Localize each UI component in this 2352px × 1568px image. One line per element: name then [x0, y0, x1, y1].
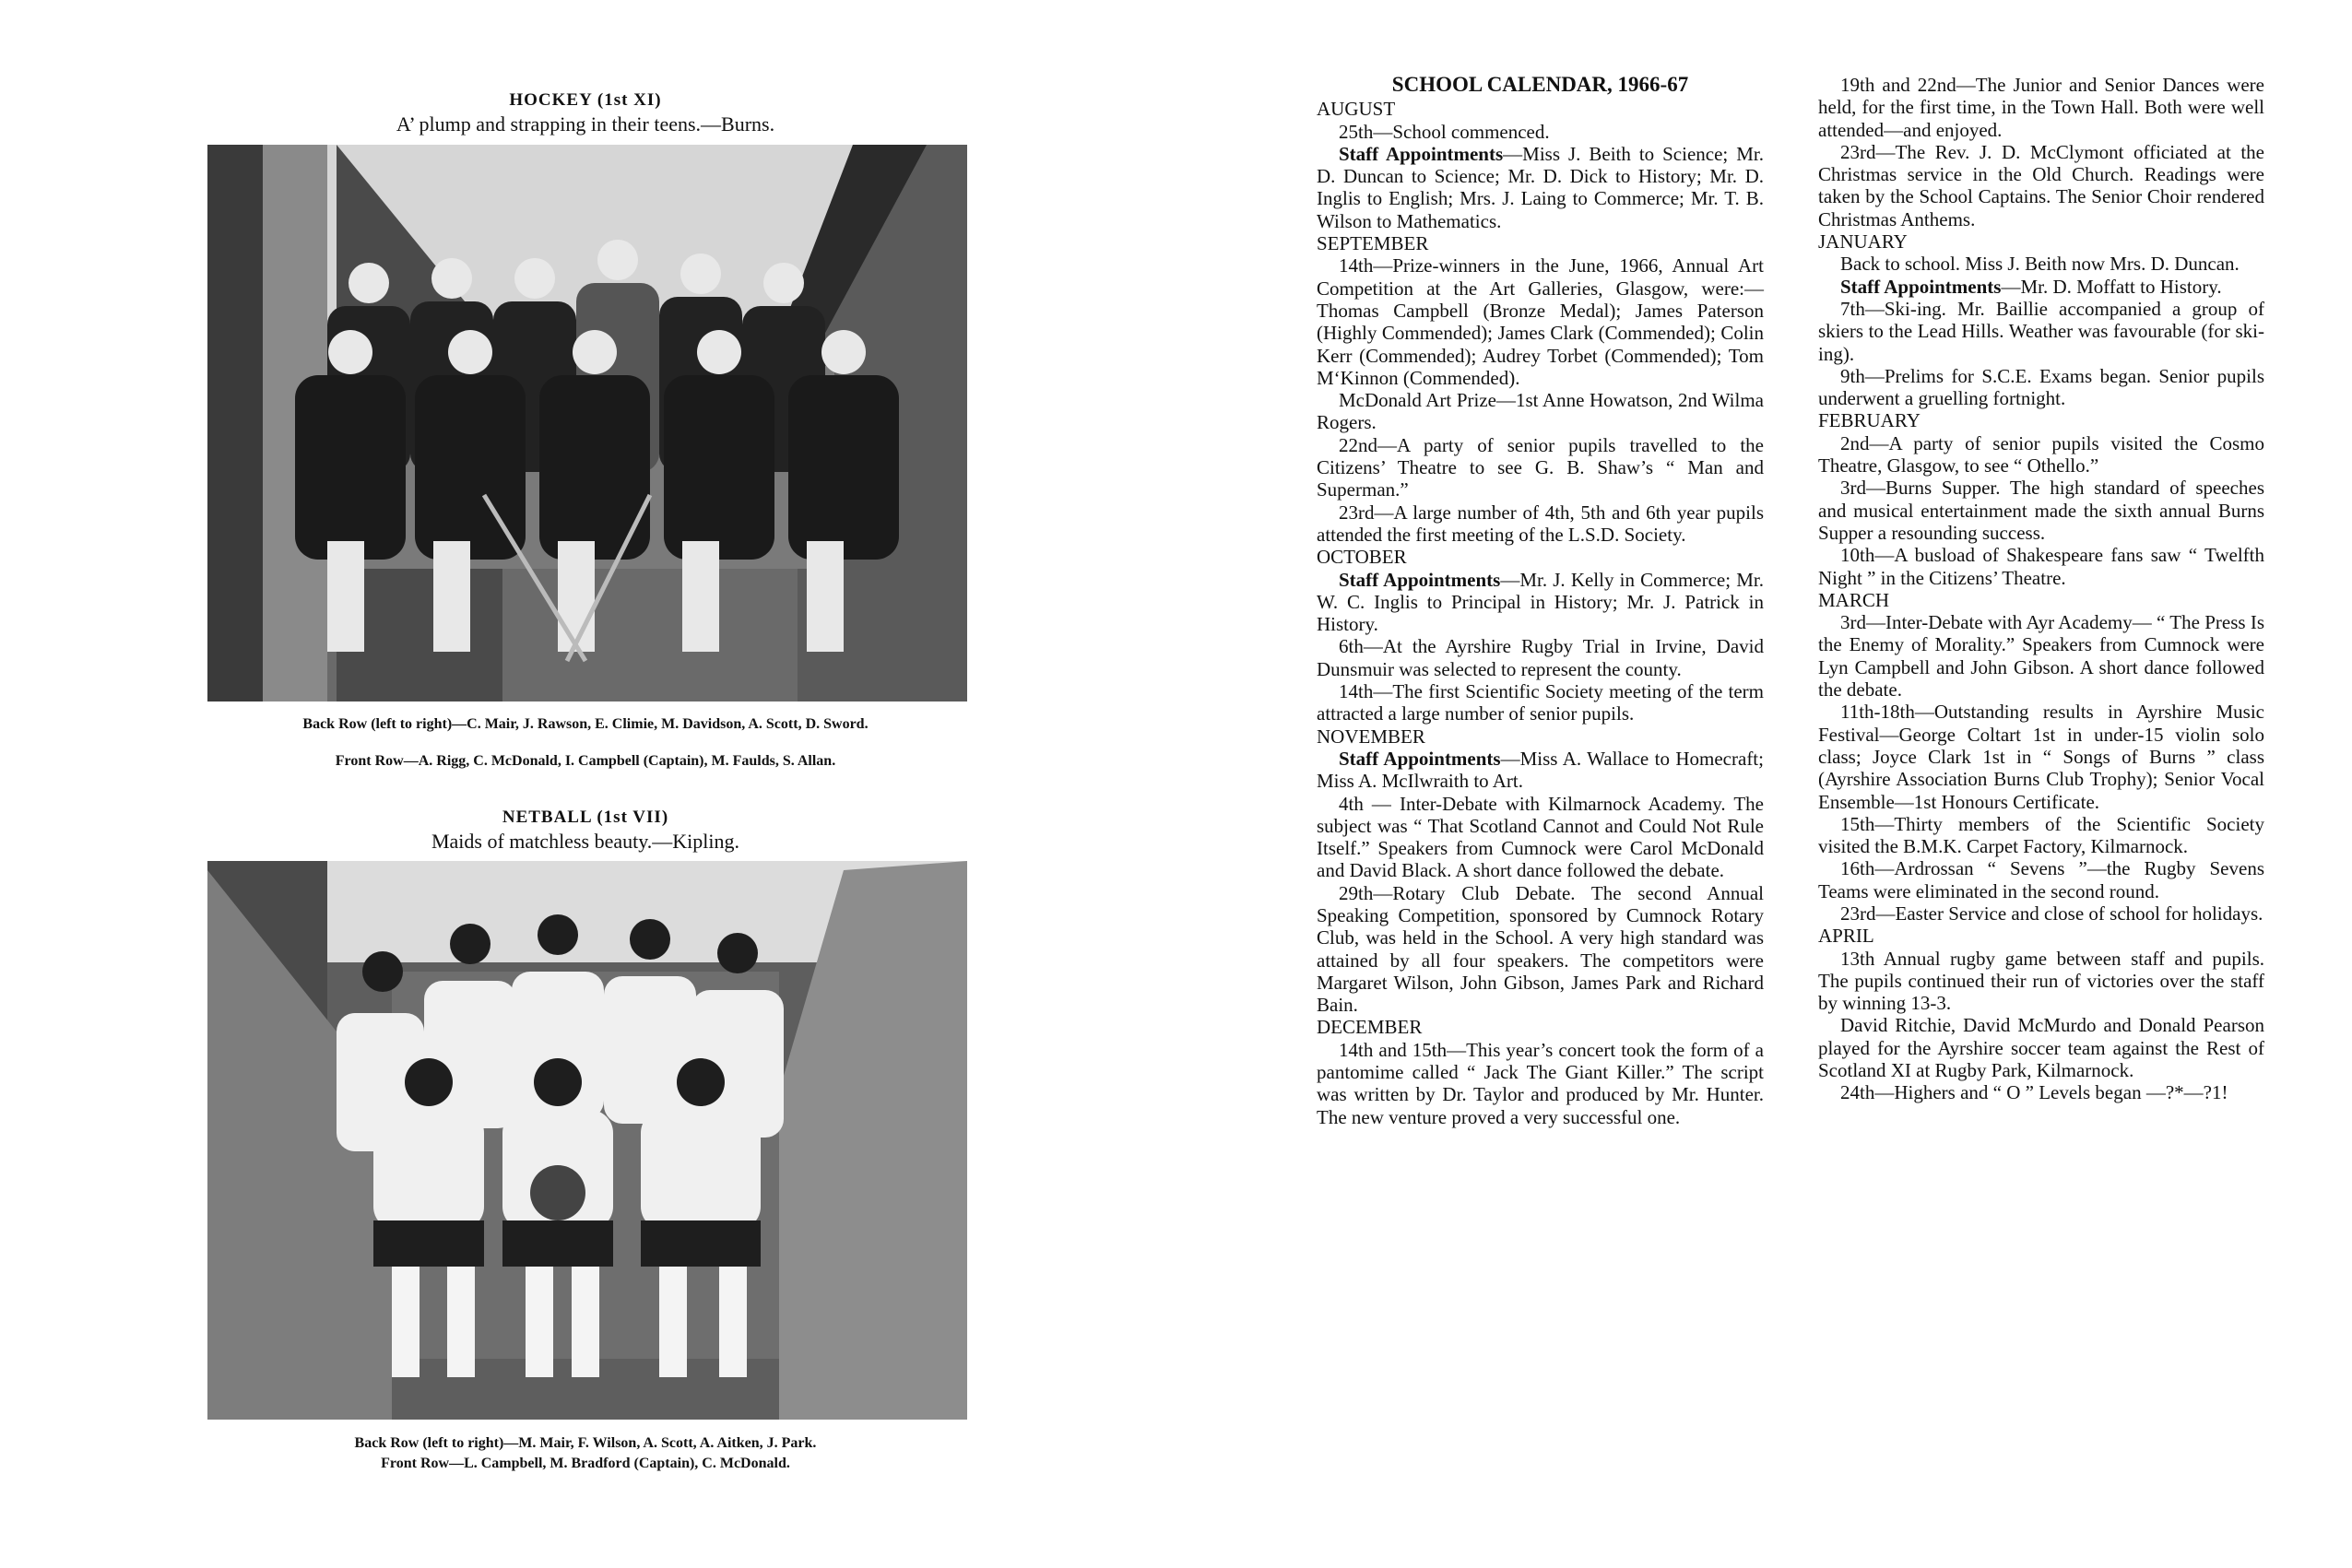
calendar-month-heading: MARCH [1818, 588, 1890, 611]
calendar-entry-text: David Ritchie, David McMurdo and Donald Pearson played for the Ayrshire soccer team against the Rest of Scotland XI at Rugby Park, Kilmarnock. [1818, 1014, 2264, 1082]
netball-quote: Maids of matchless beauty.—Kipling. [431, 830, 740, 853]
calendar-entry-text: Back to school. Miss J. Beith now Mrs. D. Duncan. [1840, 253, 2240, 276]
hockey-team-photo [207, 145, 967, 701]
calendar-entry-text: 3rd—Inter-Debate with Ayr Academy— “ The Press Is the Enemy of Morality.” Speakers from Cumnock were Lyn Campbell and John Gibson. A short dance followed the debate. [1818, 611, 2264, 701]
calendar-entry-text: 7th—Ski-ing. Mr. Baillie accompanied a group of skiers to the Lead Hills. Weather was favourable (for ski-ing). [1818, 297, 2264, 365]
calendar-entry [1317, 680, 1764, 725]
calendar-entry [1317, 882, 1764, 1017]
calendar-entry [1818, 477, 2264, 544]
hockey-caption-back: Back Row (left to right)—C. Mair, J. Rawson, E. Climie, M. Davidson, A. Scott, D. Sword. [302, 716, 869, 732]
calendar-entry [1317, 569, 1764, 636]
calendar-entry [1818, 1014, 2264, 1081]
calendar-month-heading: NOVEMBER [1317, 725, 1425, 748]
calendar-entry-text: 23rd—A large number of 4th, 5th and 6th year pupils attended the first meeting of the L.S.D. Society. [1317, 501, 1764, 546]
calendar-entry-text: 23rd—The Rev. J. D. McClymont officiated at the Christmas service in the Old Church. Readings were taken by the School Captains. The Senior Choir rendered Christmas Anthems. [1818, 140, 2264, 230]
calendar-entry [1818, 813, 2264, 858]
calendar-month-heading: SEPTEMBER [1317, 232, 1429, 255]
calendar-month-heading: OCTOBER [1317, 546, 1407, 569]
calendar-entry [1317, 143, 1764, 232]
calendar-entry-text: 14th and 15th—This year’s concert took the form of a pantomime called “ Jack The Giant Killer.” The script was written by Dr. Taylor and produced by Mr. Hunter. The new venture proved a very successful one. [1317, 1038, 1764, 1128]
calendar-entry-text: 15th—Thirty members of the Scientific Society visited the B.M.K. Carpet Factory, Kilmarnock. [1818, 812, 2264, 858]
hockey-quote: A’ plump and strapping in their teens.—Burns. [396, 112, 775, 136]
calendar-entry [1317, 748, 1764, 793]
right-page [1176, 0, 2352, 1568]
netball-caption-back: Back Row (left to right)—M. Mair, F. Wilson, A. Scott, A. Aitken, J. Park. [354, 1435, 817, 1451]
calendar-entry [1317, 121, 1764, 143]
calendar-entry-text: 25th—School commenced. [1339, 120, 1550, 143]
calendar-entry-text: McDonald Art Prize—1st Anne Howatson, 2nd Wilma Rogers. [1317, 389, 1764, 434]
hockey-heading: HOCKEY (1st XI) [509, 90, 662, 110]
netball-caption-front: Front Row—L. Campbell, M. Bradford (Captain), C. McDonald. [381, 1456, 790, 1471]
calendar-entry [1818, 432, 2264, 477]
calendar-entry-text: 11th-18th—Outstanding results in Ayrshire Music Festival—George Coltart 1st in under-15 violin solo class; Joyce Clark 1st in “ Songs of Burns ” class (Ayrshire Association Burns Club Trophy); Senior Vocal Ensemble—1st Honours Certificate. [1818, 701, 2264, 813]
calendar-entry [1317, 389, 1764, 434]
calendar-entry [1818, 1081, 2264, 1103]
calendar-entry [1818, 701, 2264, 812]
calendar-entry [1818, 253, 2264, 275]
calendar-entry-text: 19th and 22nd—The Junior and Senior Dances were held, for the first time, in the Town Hall. Both were well attended—and enjoyed. [1818, 74, 2264, 141]
calendar-entry-text: 29th—Rotary Club Debate. The second Annual Speaking Competition, sponsored by Cumnock Rotary Club, was held in the School. A very high standard was attained by all four speakers. The competitors were Margaret Wilson, John Gibson, James Park and Richard Bain. [1317, 881, 1764, 1017]
calendar-month-heading: FEBRUARY [1818, 409, 1921, 432]
calendar-entry-text: 16th—Ardrossan “ Sevens ”—the Rugby Sevens Teams were eliminated in the second round. [1818, 857, 2264, 902]
calendar-column-1 [1317, 74, 1764, 1128]
calendar-entry-label: Staff Appointments [1339, 747, 1501, 770]
calendar-entry-text: 22nd—A party of senior pupils travelled to the Citizens’ Theatre to see G. B. Shaw’s “ Man and Superman.” [1317, 433, 1764, 501]
calendar-entry [1317, 501, 1764, 547]
calendar-entry-text: —Miss A. Wallace to Homecraft; Miss A. McIlwraith to Art. [1317, 747, 1764, 793]
calendar-entry-text: 14th—The first Scientific Society meeting of the term attracted a large number of senior pupils. [1317, 680, 1764, 725]
calendar-entry [1818, 902, 2264, 925]
calendar-entry-text: —Mr. D. Moffatt to History. [2001, 275, 2222, 298]
calendar-entry-text: 23rd—Easter Service and close of school for holidays. [1840, 902, 2263, 925]
calendar-entry [1317, 1039, 1764, 1128]
calendar-entry [1818, 857, 2264, 902]
calendar-month-heading: AUGUST [1317, 98, 1396, 121]
calendar-entry-text: 6th—At the Ayrshire Rugby Trial in Irvine, David Dunsmuir was selected to represent the county. [1317, 635, 1764, 680]
calendar-entry-text: 13th Annual rugby game between staff and pupils. The pupils continued their run of victories over the staff by winning 13-3. [1818, 947, 2264, 1015]
calendar-title: SCHOOL CALENDAR, 1966-67 [1391, 73, 1689, 96]
calendar-entry-label: Staff Appointments [1339, 568, 1501, 591]
calendar-entry-label: Staff Appointments [1339, 142, 1504, 165]
calendar-entry-text: 24th—Highers and “ O ” Levels began —?*—?1! [1840, 1081, 2228, 1104]
calendar-entry-text: 10th—A busload of Shakespeare fans saw “ Twelfth Night ” in the Citizens’ Theatre. [1818, 544, 2264, 589]
calendar-entry [1818, 298, 2264, 365]
calendar-entry-text: —Mr. J. Kelly in Commerce; Mr. W. C. Inglis to Principal in History; Mr. J. Patrick in History. [1317, 568, 1764, 636]
netball-team-photo [207, 861, 967, 1420]
calendar-column-2 [1818, 74, 2264, 1104]
calendar-entry-text: 2nd—A party of senior pupils visited the Cosmo Theatre, Glasgow, to see “ Othello.” [1818, 431, 2264, 477]
calendar-entry [1818, 74, 2264, 141]
calendar-entry-text: —Miss J. Beith to Science; Mr. D. Duncan to Science; Mr. D. Dick to History; Mr. D. Inglis to English; Mrs. J. Laing to Commerce; Mr. T. B. Wilson to Mathematics. [1317, 142, 1764, 232]
netball-heading: NETBALL (1st VII) [502, 808, 669, 827]
calendar-entry [1317, 635, 1764, 680]
calendar-month-heading: JANUARY [1818, 230, 1908, 253]
calendar-entry [1317, 254, 1764, 389]
calendar-entry [1818, 276, 2264, 298]
calendar-month-heading: APRIL [1818, 925, 1874, 948]
calendar-entry-text: 9th—Prelims for S.C.E. Exams began. Senior pupils underwent a gruelling fortnight. [1818, 364, 2264, 410]
calendar-entry-text: 3rd—Burns Supper. The high standard of speeches and musical entertainment made the sixth annual Burns Supper a resounding success. [1818, 477, 2264, 544]
calendar-entry-text: 4th — Inter-Debate with Kilmarnock Academy. The subject was “ That Scotland Cannot and Could Not Rule Itself.” Speakers from Cumnock were Carol McDonald and David Black. A short dance followed the debate. [1317, 792, 1764, 882]
hockey-caption-front: Front Row—A. Rigg, C. McDonald, I. Campbell (Captain), M. Faulds, S. Allan. [335, 753, 836, 769]
calendar-entry [1818, 141, 2264, 230]
calendar-entry [1818, 544, 2264, 589]
calendar-entry-text: 14th—Prize-winners in the June, 1966, Annual Art Competition at the Art Galleries, Glasgow, were:—Thomas Campbell (Bronze Medal); James Paterson (Highly Commended); James Clark (Commended); Colin Kerr (Commended); Audrey Torbet (Commended); Tom M‘Kinnon (Commended). [1317, 254, 1764, 389]
calendar-entry [1818, 948, 2264, 1015]
calendar-month-heading: DECEMBER [1317, 1016, 1423, 1039]
calendar-entry-label: Staff Appointments [1840, 275, 2002, 298]
calendar-entry [1317, 793, 1764, 882]
calendar-entry [1818, 365, 2264, 410]
calendar-entry [1317, 434, 1764, 501]
calendar-entry [1818, 611, 2264, 701]
